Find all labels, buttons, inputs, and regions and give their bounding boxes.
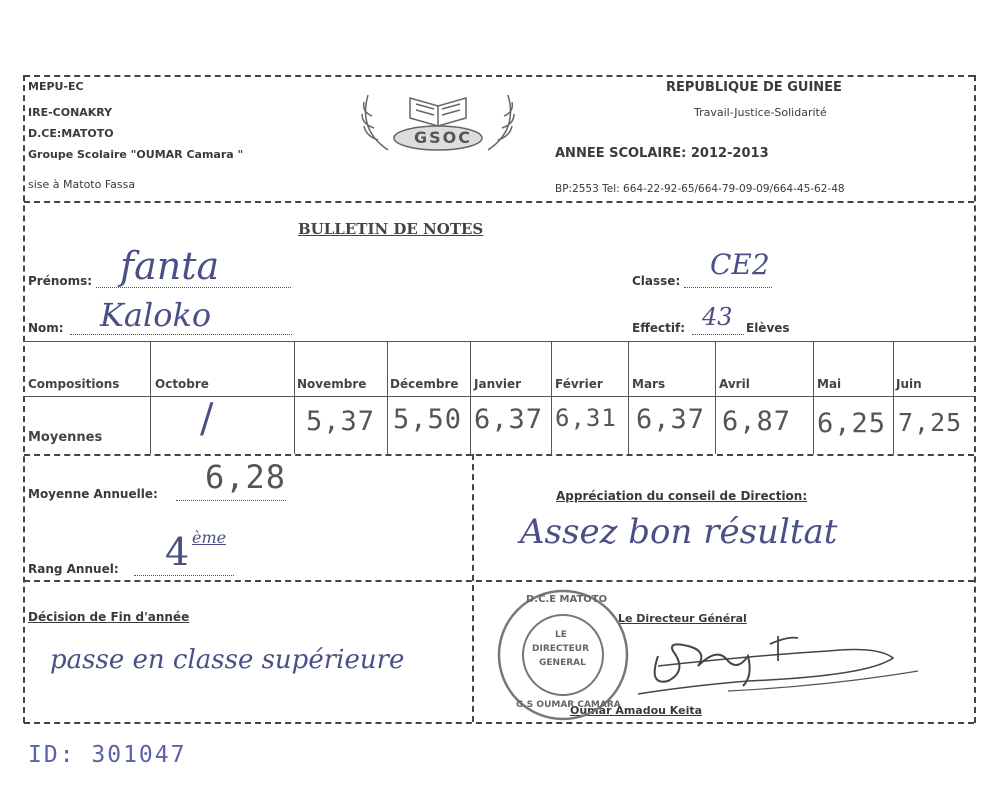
rang-annuel-value: 4 <box>165 530 190 574</box>
divider-lower <box>24 580 974 582</box>
month-header: Février <box>555 377 603 391</box>
prenoms-value: fanta <box>120 244 220 288</box>
header-school: Groupe Scolaire "OUMAR Camara " <box>28 148 244 161</box>
grade-value: 6,87 <box>722 406 792 437</box>
stamp-center-3: GENERAL <box>539 658 586 668</box>
col-line <box>628 341 629 454</box>
nom-dotline <box>70 334 292 335</box>
compositions-label: Compositions <box>28 377 120 391</box>
id-note: ID: 301047 <box>28 742 187 768</box>
effectif-label: Effectif: <box>632 321 686 335</box>
moyenne-annuelle-label: Moyenne Annuelle: <box>28 487 158 501</box>
frame-top <box>24 75 974 77</box>
decision-label: Décision de Fin d'année <box>28 610 190 624</box>
appreciation-value: Assez bon résultat <box>520 512 838 552</box>
col-line <box>551 341 552 454</box>
grade-value: 6,31 <box>555 404 617 432</box>
stamp-top: D.C.E MATOTO <box>526 594 608 605</box>
classe-value: CE2 <box>710 248 770 281</box>
divider-table-mid <box>24 396 974 397</box>
frame-right <box>974 75 976 723</box>
month-header: Mars <box>632 377 666 391</box>
header-dce: D.CE:MATOTO <box>28 127 114 140</box>
header-country: REPUBLIQUE DE GUINEE <box>666 80 842 95</box>
col-line <box>813 341 814 454</box>
rang-annuel-label: Rang Annuel: <box>28 562 119 576</box>
moyenne-dotline <box>176 500 286 501</box>
header-ministry: MEPU-EC <box>28 80 84 93</box>
col-line <box>387 341 388 454</box>
month-header: Octobre <box>155 377 209 391</box>
month-header: Novembre <box>297 377 367 391</box>
director-signature <box>628 616 928 706</box>
appreciation-label: Appréciation du conseil de Direction: <box>556 489 808 503</box>
month-header: Avril <box>719 377 750 391</box>
classe-label: Classe: <box>632 274 681 288</box>
moyennes-label: Moyennes <box>28 430 103 445</box>
col-line <box>150 341 151 454</box>
effectif-dotline <box>692 334 744 335</box>
month-header: Janvier <box>474 377 522 391</box>
decision-value: passe en classe supérieure <box>50 645 405 675</box>
classe-dotline <box>684 287 772 288</box>
divider-table-top <box>24 341 974 342</box>
grade-value: / <box>200 396 214 442</box>
month-header: Mai <box>817 377 842 391</box>
effectif-value: 43 <box>702 303 733 331</box>
divider-table-bottom <box>24 454 974 456</box>
stamp-center-1: LE <box>555 630 567 640</box>
stamp-center-2: DIRECTEUR <box>532 644 590 654</box>
col-line <box>470 341 471 454</box>
official-stamp <box>494 586 632 724</box>
col-line <box>294 341 295 454</box>
header-contact: BP:2553 Tel: 664-22-92-65/664-79-09-09/664-45-62-48 <box>555 183 845 195</box>
signature-icon <box>628 616 928 706</box>
rang-dotline <box>134 575 234 576</box>
laurel-book-icon <box>348 80 528 160</box>
grade-value: 5,37 <box>306 406 376 437</box>
document-title: BULLETIN DE NOTES <box>298 220 484 238</box>
nom-label: Nom: <box>28 321 64 335</box>
grade-value: 6,37 <box>474 404 544 435</box>
grade-value: 7,25 <box>898 408 963 437</box>
stamp-bottom: G.S OUMAR CAMARA <box>516 700 621 710</box>
col-line <box>893 341 894 454</box>
header-motto: Travail-Justice-Solidarité <box>694 106 827 119</box>
director-title: Le Directeur Général <box>618 612 747 625</box>
rang-annuel-suffix: ème <box>192 528 227 547</box>
frame-left <box>23 75 25 723</box>
school-logo <box>348 80 528 160</box>
header-school-year: ANNEE SCOLAIRE: 2012-2013 <box>555 146 769 161</box>
prenoms-label: Prénoms: <box>28 274 93 288</box>
month-header: Décembre <box>390 377 459 391</box>
nom-value: Kaloko <box>100 296 212 334</box>
director-name: Oumar Amadou Keita <box>570 704 703 717</box>
divider-header <box>24 201 974 203</box>
header-location: sise à Matoto Fassa <box>28 178 136 191</box>
divider-center <box>472 454 474 722</box>
grade-value: 6,37 <box>636 404 706 435</box>
month-header: Juin <box>896 377 922 391</box>
logo-text: GSOC <box>414 128 472 147</box>
eleves-label: Elèves <box>746 321 790 335</box>
moyenne-annuelle-value: 6,28 <box>205 458 287 496</box>
header-ire: IRE-CONAKRY <box>28 106 113 119</box>
grade-value: 6,25 <box>817 408 887 439</box>
col-line <box>715 341 716 454</box>
grade-value: 5,50 <box>393 404 463 435</box>
